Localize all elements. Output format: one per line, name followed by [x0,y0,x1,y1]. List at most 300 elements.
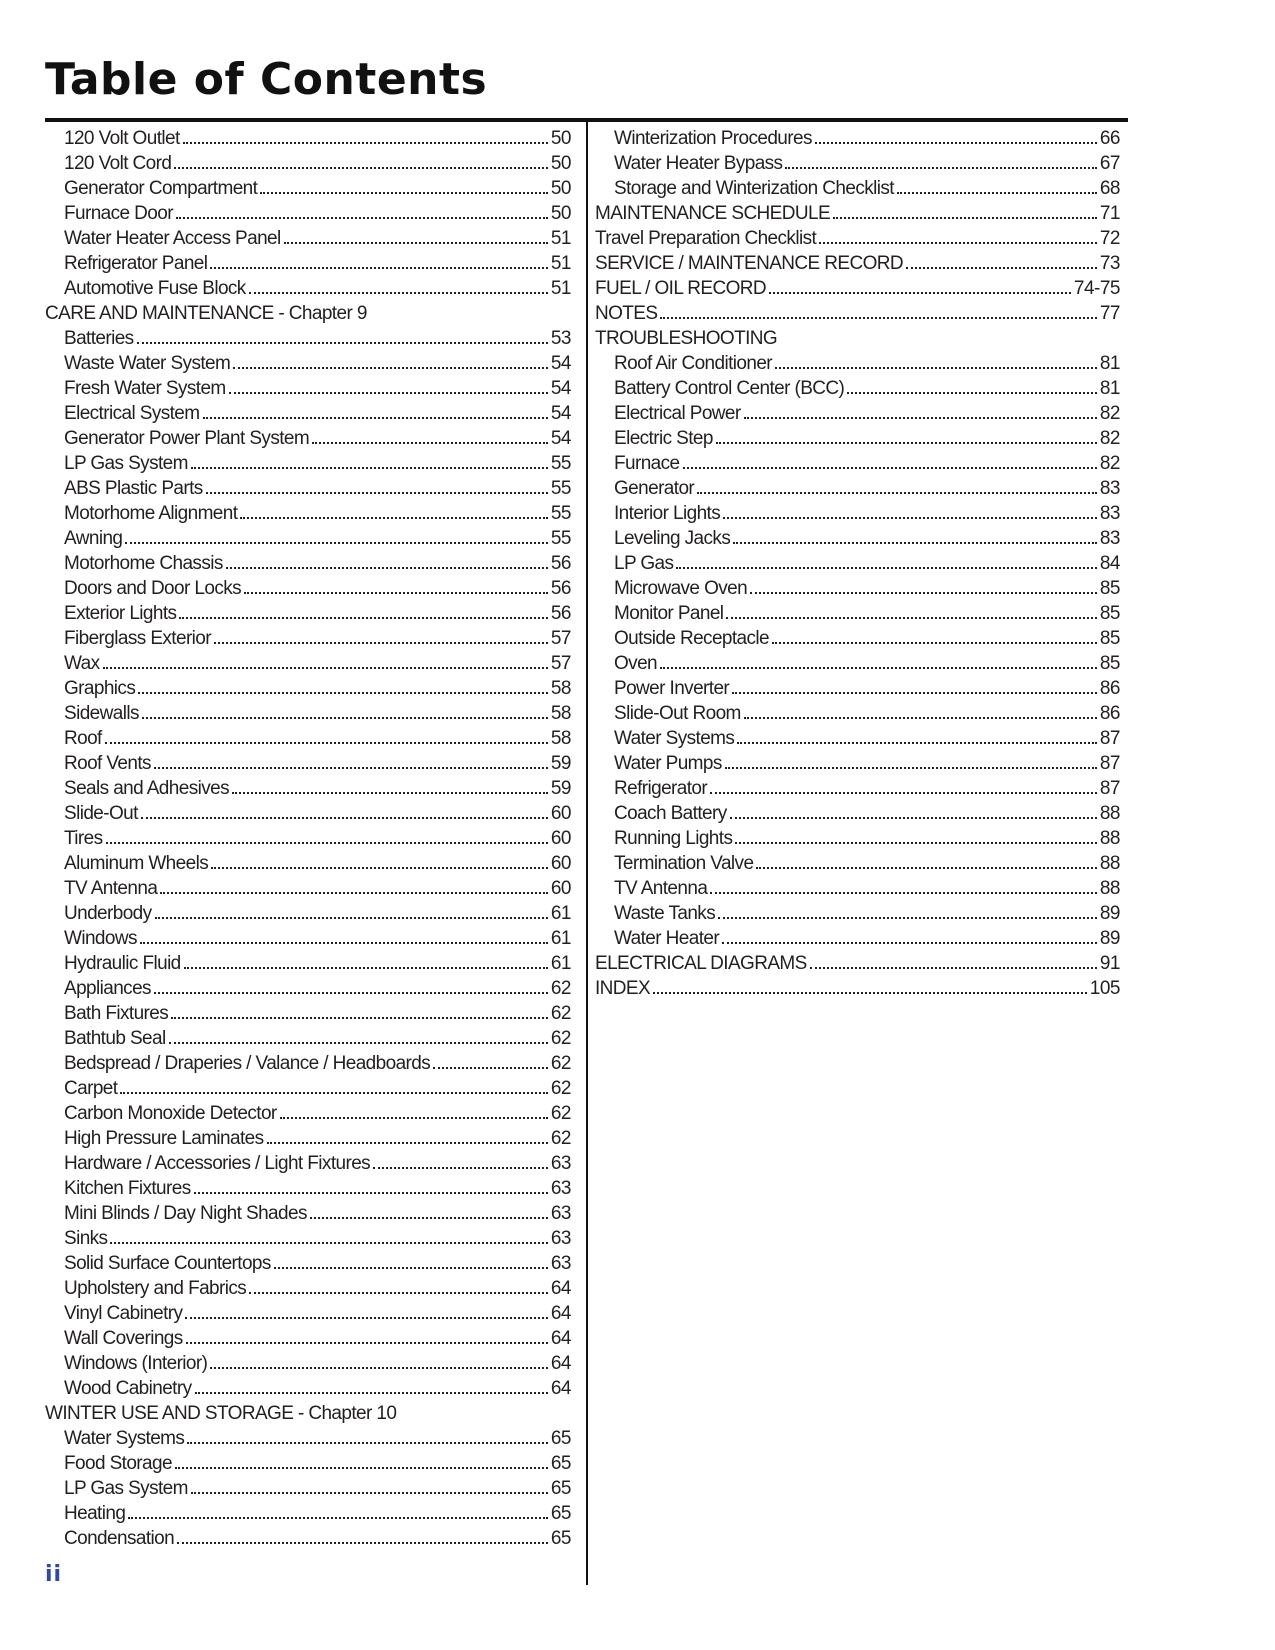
toc-entry-carbon-monoxide-detector[interactable] [45,1101,571,1126]
dot-leader [125,542,547,544]
dot-leader [744,417,1097,419]
toc-entry-travel-preparation-checklist[interactable] [595,226,1120,251]
toc-entry-generator-power-plant-system[interactable] [45,426,571,451]
toc-entry-leveling-jacks[interactable] [595,526,1120,551]
toc-entry-label: Generator [614,478,695,499]
toc-entry-wall-coverings[interactable] [45,1326,571,1351]
toc-entry-label: Water Systems [64,1428,185,1449]
toc-entry-page-number: 54 [550,428,571,449]
toc-entry-label: Bedspread / Draperies / Valance / Headboards [64,1053,431,1074]
toc-entry-page-number: 59 [550,753,571,774]
toc-entry-water-systems[interactable] [45,1426,571,1451]
toc-entry-page-number: 73 [1099,253,1120,274]
dot-leader [106,842,548,844]
toc-entry-page-number: 83 [1099,528,1120,549]
toc-entry-page-number: 60 [550,878,571,899]
toc-entry-label: ELECTRICAL DIAGRAMS [595,953,807,974]
toc-entry-bathtub-seal[interactable] [45,1026,571,1051]
toc-entry-page-number: 65 [550,1428,571,1449]
toc-entry-label: Underbody [64,903,152,924]
toc-entry-label: Running Lights [614,828,733,849]
toc-entry-sidewalls[interactable] [45,701,571,726]
toc-entry-page-number: 63 [550,1153,571,1174]
toc-entry-label: Furnace Door [64,203,173,224]
toc-entry-motorhome-chassis[interactable] [45,551,571,576]
dot-leader [154,992,548,994]
toc-entry-page-number: 62 [550,1078,571,1099]
dot-leader [815,142,1097,144]
toc-entry-page-number: 61 [550,903,571,924]
toc-entry-sinks[interactable] [45,1226,571,1251]
toc-entry-outside-receptacle[interactable] [595,626,1120,651]
dot-leader [137,342,548,344]
dot-leader [140,942,548,944]
toc-entry-label: Windows [64,928,137,949]
toc-entry-interior-lights[interactable] [595,501,1120,526]
toc-entry-water-pumps[interactable] [595,751,1120,776]
toc-entry-label: Motorhome Alignment [64,503,238,524]
toc-entry-generator-compartment[interactable] [45,176,571,201]
toc-entry-label: Wall Coverings [64,1328,183,1349]
dot-leader [240,517,547,519]
toc-entry-page-number: 62 [550,1103,571,1124]
toc-entry-windows-interior[interactable] [45,1351,571,1376]
toc-entry-label: Mini Blinds / Day Night Shades [64,1203,307,1224]
toc-entry-page-number: 105 [1089,978,1120,999]
dot-leader [105,742,548,744]
toc-entry-page-number: 58 [550,703,571,724]
toc-entry-label: Water Systems [614,728,735,749]
toc-entry-page-number: 50 [550,128,571,149]
toc-entry-water-heater[interactable] [595,926,1120,951]
toc-entry-underbody[interactable] [45,901,571,926]
dot-leader [730,817,1097,819]
dot-leader [186,1342,548,1344]
toc-entry-label: SERVICE / MAINTENANCE RECORD [595,253,904,274]
toc-entry-label: Generator Power Plant System [64,428,310,449]
toc-entry-roof-vents[interactable] [45,751,571,776]
toc-entry-page-number: 85 [1099,603,1120,624]
dot-leader [138,692,548,694]
toc-entry-electrical-system[interactable] [45,401,571,426]
toc-entry-label: MAINTENANCE SCHEDULE [595,203,831,224]
toc-entry-label: Leveling Jacks [614,528,731,549]
toc-entry-page-number: 56 [550,578,571,599]
toc-entry-label: Exterior Lights [64,603,177,624]
toc-entry-page-number: 65 [550,1528,571,1549]
dot-leader [211,867,548,869]
dot-leader [184,967,548,969]
dot-leader [175,1467,548,1469]
toc-entry-waste-tanks[interactable] [595,901,1120,926]
toc-entry-label: Automotive Fuse Block [64,278,246,299]
toc-entry-label: Wax [64,653,100,674]
toc-entry-label: FUEL / OIL RECORD [595,278,767,299]
dot-leader [128,1517,548,1519]
toc-entry-fresh-water-system[interactable] [45,376,571,401]
dot-leader [244,592,548,594]
toc-entry-electrical-power[interactable] [595,401,1120,426]
toc-entry-label: Batteries [64,328,134,349]
toc-entry-label: Kitchen Fixtures [64,1178,191,1199]
dot-leader [718,917,1097,919]
dot-leader [174,167,548,169]
toc-entry-label: Hydraulic Fluid [64,953,181,974]
toc-entry-page-number: 59 [550,778,571,799]
toc-entry-label: Electrical System [64,403,200,424]
dot-leader [744,717,1097,719]
dot-leader [833,217,1097,219]
toc-entry-label: Vinyl Cabinetry [64,1303,183,1324]
dot-leader [210,1367,548,1369]
toc-entry-label: Termination Valve [614,853,754,874]
toc-entry-page-number: 89 [1099,903,1120,924]
toc-entry-tires[interactable] [45,826,571,851]
toc-entry-label: Motorhome Chassis [64,553,223,574]
toc-entry-page-number: 82 [1099,428,1120,449]
toc-entry-power-inverter[interactable] [595,676,1120,701]
dot-leader [723,517,1097,519]
toc-entry-page-number: 64 [550,1278,571,1299]
toc-section-heading: CARE AND MAINTENANCE - Chapter 9 [45,303,367,324]
toc-left-column [45,126,571,1551]
toc-entry-water-systems[interactable] [595,726,1120,751]
toc-entry-label: Seals and Adhesives [64,778,229,799]
toc-entry-fiberglass-exterior[interactable] [45,626,571,651]
toc-entry-page-number: 72 [1099,228,1120,249]
toc-entry-roof[interactable] [45,726,571,751]
toc-entry-label: Fiberglass Exterior [64,628,211,649]
toc-entry-motorhome-alignment[interactable] [45,501,571,526]
toc-entry-generator[interactable] [595,476,1120,501]
dot-leader [232,792,548,794]
toc-entry-seals-and-adhesives[interactable] [45,776,571,801]
toc-entry-label: Battery Control Center (BCC) [614,378,845,399]
toc-entry-label: Food Storage [64,1453,172,1474]
toc-entry-label: Electrical Power [614,403,741,424]
dot-leader [187,1442,548,1444]
dot-leader [249,1292,548,1294]
toc-entry-label: Wood Cabinetry [64,1378,192,1399]
toc-entry-page-number: 71 [1099,203,1120,224]
dot-leader [683,467,1097,469]
dot-leader [110,1242,547,1244]
toc-entry-label: Storage and Winterization Checklist [614,178,894,199]
toc-entry-slide-out[interactable] [45,801,571,826]
toc-entry-label: Coach Battery [614,803,727,824]
toc-entry-label: Slide-Out Room [614,703,741,724]
toc-entry-label: Refrigerator [614,778,708,799]
dot-leader [775,367,1097,369]
toc-entry-refrigerator[interactable] [595,776,1120,801]
dot-leader [120,1092,547,1094]
toc-entry-batteries[interactable] [45,326,571,351]
toc-entry-page-number: 54 [550,353,571,374]
toc-entry-page-number: 55 [550,528,571,549]
toc-entry-hydraulic-fluid[interactable] [45,951,571,976]
toc-entry-label: Outside Receptacle [614,628,770,649]
toc-entry-refrigerator-panel[interactable] [45,251,571,276]
dot-leader [176,217,548,219]
toc-entry-page-number: 85 [1099,628,1120,649]
toc-entry-page-number: 65 [550,1453,571,1474]
toc-entry-maintenance-schedule[interactable] [595,201,1120,226]
dot-leader [819,242,1097,244]
column-divider [586,118,588,1585]
dot-leader [206,492,548,494]
dot-leader [310,1217,548,1219]
toc-entry-electrical-diagrams[interactable] [595,951,1120,976]
toc-entry-furnace[interactable] [595,451,1120,476]
toc-entry-roof-air-conditioner[interactable] [595,351,1120,376]
dot-leader [735,842,1097,844]
toc-entry-page-number: 84 [1099,553,1120,574]
toc-entry-appliances[interactable] [45,976,571,1001]
toc-entry-running-lights[interactable] [595,826,1120,851]
dot-leader [756,867,1096,869]
toc-entry-awning[interactable] [45,526,571,551]
dot-leader [214,642,548,644]
toc-entry-notes[interactable] [595,301,1120,326]
toc-entry-label: Windows (Interior) [64,1353,208,1374]
toc-entry-page-number: 51 [550,228,571,249]
toc-section-heading: WINTER USE AND STORAGE - Chapter 10 [45,1403,397,1424]
dot-leader [274,1267,548,1269]
toc-entry-page-number: 53 [550,328,571,349]
dot-leader [732,692,1097,694]
toc-entry-service-maintenance-record[interactable] [595,251,1120,276]
toc-entry-page-number: 50 [550,203,571,224]
toc-entry-hardware-accessories-light-fixtures[interactable] [45,1151,571,1176]
toc-entry-label: Furnace [614,453,680,474]
toc-entry-lp-gas-system[interactable] [45,451,571,476]
toc-entry-vinyl-cabinetry[interactable] [45,1301,571,1326]
toc-entry-page-number: 81 [1099,378,1120,399]
dot-leader [260,192,548,194]
toc-entry-page-number: 61 [550,953,571,974]
toc-entry-page-number: 55 [550,503,571,524]
toc-entry-label: LP Gas System [64,453,188,474]
dot-leader [169,1042,548,1044]
toc-entry-label: Electric Step [614,428,713,449]
dot-leader [725,767,1097,769]
toc-entry-page-number: 67 [1099,153,1120,174]
toc-entry-label: Roof [64,728,102,749]
dot-leader [103,667,548,669]
toc-entry-furnace-door[interactable] [45,201,571,226]
toc-entry-label: Sidewalls [64,703,139,724]
toc-entry-page-number: 63 [550,1203,571,1224]
dot-leader [660,667,1097,669]
dot-leader [433,1067,548,1069]
toc-entry-page-number: 51 [550,253,571,274]
toc-entry-page-number: 63 [550,1253,571,1274]
dot-leader [233,367,548,369]
dot-leader [226,567,548,569]
dot-leader [785,167,1096,169]
toc-entry-carpet[interactable] [45,1076,571,1101]
toc-entry-label: INDEX [595,978,651,999]
toc-entry-battery-control-center-bcc[interactable] [595,376,1120,401]
toc-entry-termination-valve[interactable] [595,851,1120,876]
toc-entry-water-heater-bypass[interactable] [595,151,1120,176]
toc-entry-tv-antenna[interactable] [45,876,571,901]
toc-entry-aluminum-wheels[interactable] [45,851,571,876]
toc-entry-mini-blinds-day-night-shades[interactable] [45,1201,571,1226]
toc-entry-label: Bath Fixtures [64,1003,169,1024]
dot-leader [653,992,1087,994]
dot-leader [373,1167,548,1169]
toc-entry-page-number: 85 [1099,578,1120,599]
toc-entry-page-number: 74-75 [1073,278,1120,299]
dot-leader [676,567,1096,569]
toc-entry-abs-plastic-parts[interactable] [45,476,571,501]
dot-leader [195,1392,548,1394]
toc-entry-page-number: 88 [1099,853,1120,874]
toc-entry-label: TV Antenna [64,878,158,899]
dot-leader [772,642,1097,644]
toc-entry-winterization-procedures[interactable] [595,126,1120,151]
toc-entry-page-number: 64 [550,1328,571,1349]
toc-entry-page-number: 88 [1099,828,1120,849]
toc-entry-coach-battery[interactable] [595,801,1120,826]
dot-leader [267,1142,548,1144]
toc-entry-heating[interactable] [45,1501,571,1526]
toc-entry-120-volt-outlet[interactable] [45,126,571,151]
toc-entry-label: Oven [614,653,658,674]
toc-entry-doors-and-door-locks[interactable] [45,576,571,601]
toc-entry-page-number: 83 [1099,478,1120,499]
toc-entry-upholstery-and-fabrics[interactable] [45,1276,571,1301]
toc-entry-exterior-lights[interactable] [45,601,571,626]
toc-entry-page-number: 63 [550,1178,571,1199]
toc-entry-label: ABS Plastic Parts [64,478,203,499]
dot-leader [716,442,1097,444]
toc-entry-page-number: 62 [550,1053,571,1074]
toc-entry-page-number: 87 [1099,778,1120,799]
toc-entry-page-number: 50 [550,153,571,174]
toc-entry-label: Heating [64,1503,126,1524]
toc-entry-label: Bathtub Seal [64,1028,166,1049]
toc-entry-page-number: 61 [550,928,571,949]
toc-entry-microwave-oven[interactable] [595,576,1120,601]
toc-entry-label: Slide-Out [64,803,138,824]
toc-entry-page-number: 55 [550,453,571,474]
toc-entry-label: Water Pumps [614,753,722,774]
toc-entry-condensation[interactable] [45,1526,571,1551]
toc-entry-page-number: 62 [550,1028,571,1049]
toc-entry-label: Interior Lights [614,503,721,524]
dot-leader [194,1192,548,1194]
toc-entry-lp-gas-system[interactable] [45,1476,571,1501]
toc-entry-page-number: 55 [550,478,571,499]
dot-leader [183,142,548,144]
dot-leader [733,542,1097,544]
toc-entry-solid-surface-countertops[interactable] [45,1251,571,1276]
dot-leader [191,467,548,469]
toc-entry-label: High Pressure Laminates [64,1128,264,1149]
toc-entry-oven[interactable] [595,651,1120,676]
toc-entry-label: Solid Surface Countertops [64,1253,271,1274]
toc-entry-bedspread-draperies-valance-headboards[interactable] [45,1051,571,1076]
toc-entry-page-number: 60 [550,853,571,874]
page-title: Table of Contents [45,54,488,105]
toc-entry-page-number: 62 [550,1003,571,1024]
dot-leader [141,817,548,819]
dot-leader [179,617,547,619]
toc-entry-120-volt-cord[interactable] [45,151,571,176]
toc-entry-wood-cabinetry[interactable] [45,1376,571,1401]
toc-entry-label: Travel Preparation Checklist [595,228,817,249]
toc-entry-page-number: 77 [1099,303,1120,324]
toc-entry-label: Fresh Water System [64,378,226,399]
toc-entry-label: Roof Vents [64,753,151,774]
dot-leader [229,392,548,394]
dot-leader [160,892,548,894]
toc-entry-page-number: 65 [550,1478,571,1499]
toc-entry-index[interactable] [595,976,1120,1001]
toc-entry-waste-water-system[interactable] [45,351,571,376]
toc-entry-bath-fixtures[interactable] [45,1001,571,1026]
dot-leader [769,292,1071,294]
toc-entry-label: Aluminum Wheels [64,853,209,874]
toc-entry-graphics[interactable] [45,676,571,701]
toc-entry-tv-antenna[interactable] [595,876,1120,901]
toc-entry-high-pressure-laminates[interactable] [45,1126,571,1151]
dot-leader [660,317,1096,319]
dot-leader [154,767,548,769]
toc-entry-label: Appliances [64,978,151,999]
toc-entry-kitchen-fixtures[interactable] [45,1176,571,1201]
toc-entry-label: Water Heater [614,928,720,949]
toc-entry-page-number: 83 [1099,503,1120,524]
toc-entry-label: Awning [64,528,123,549]
toc-entry-page-number: 91 [1099,953,1120,974]
toc-entry-label: Graphics [64,678,136,699]
toc-entry-page-number: 82 [1099,453,1120,474]
toc-entry-fuel-oil-record[interactable] [595,276,1120,301]
toc-entry-food-storage[interactable] [45,1451,571,1476]
dot-leader [697,492,1097,494]
toc-entry-page-number: 50 [550,178,571,199]
toc-entry-electric-step[interactable] [595,426,1120,451]
toc-entry-windows[interactable] [45,926,571,951]
toc-entry-label: Generator Compartment [64,178,258,199]
toc-entry-storage-and-winterization-checklist[interactable] [595,176,1120,201]
toc-entry-label: Refrigerator Panel [64,253,208,274]
toc-entry-label: Upholstery and Fabrics [64,1278,247,1299]
toc-entry-label: Waste Water System [64,353,231,374]
toc-entry-monitor-panel[interactable] [595,601,1120,626]
toc-entry-page-number: 81 [1099,353,1120,374]
dot-leader [191,1492,548,1494]
toc-entry-automotive-fuse-block[interactable] [45,276,571,301]
toc-entry-page-number: 66 [1099,128,1120,149]
toc-entry-label: Winterization Procedures [614,128,812,149]
dot-leader [203,417,548,419]
dot-leader [249,292,548,294]
dot-leader [280,1117,548,1119]
toc-entry-lp-gas[interactable] [595,551,1120,576]
toc-entry-label: LP Gas System [64,1478,188,1499]
toc-entry-wax[interactable] [45,651,571,676]
toc-entry-label: Waste Tanks [614,903,716,924]
toc-entry-slide-out-room[interactable] [595,701,1120,726]
toc-entry-water-heater-access-panel[interactable] [45,226,571,251]
toc-entry-label: LP Gas [614,553,674,574]
toc-entry-label: NOTES [595,303,658,324]
toc-entry-page-number: 56 [550,553,571,574]
